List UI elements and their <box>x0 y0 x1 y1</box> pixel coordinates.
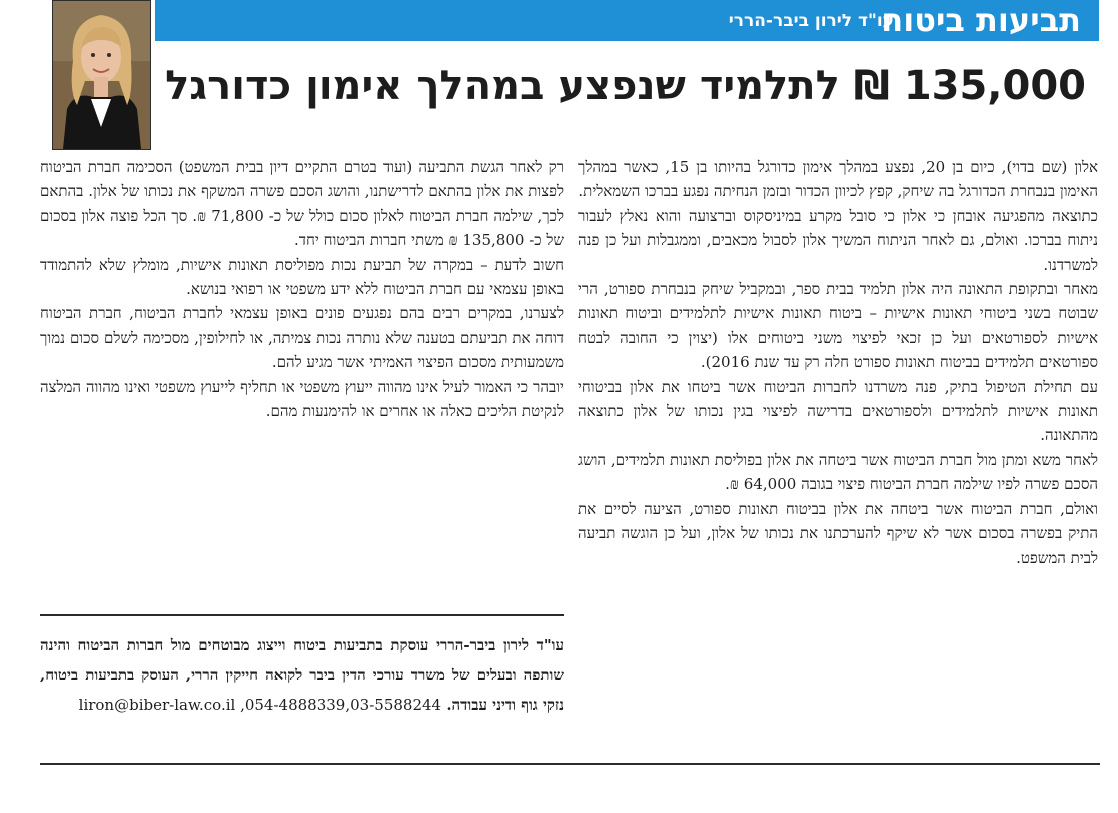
article-headline: 135,000 ₪ לתלמיד שנפצע במהלך אימון כדורגל <box>165 63 1086 109</box>
author-photo <box>52 0 151 150</box>
author-byline: עו"ד לירון ביבר-הררי <box>728 11 894 31</box>
paragraph: עם תחילת הטיפול בתיק, פנה משרדנו לחברות הביטוח אשר ביטחו את אלון בביטוחי תאונות אישיות לתלמידים ולספורטאים בדרישה לפיצוי בגין נכותו של אלון כתוצאה מהתאונה. <box>578 377 1098 445</box>
paragraph: לצערנו, במקרים רבים בהם נפגעים פונים באופן עצמאי לחברת הביטוח, חברת הביטוח דוחה את תביעתם בטענה שלא נותרה נכות צמיתה, או לחילופין, מסכימה לשלם סכום נמוך משמעותית מסכום הפיצוי האמיתי אשר מגיע להם. <box>40 304 564 372</box>
author-bio-box <box>40 630 564 720</box>
section-title: תביעות ביטוח <box>881 1 1081 39</box>
author-bio: עו"ד לירון ביבר-הררי עוסקת בתביעות ביטוח וייצוג מבוטחים מול חברות הביטוח והינה שותפה ובעלים של משרד עורכי הדין ביבר לקואה חייקין הררי, העוסק בתביעות ביטוח, נזקי גוף ודיני עבודה. <box>40 636 564 714</box>
paragraph: אלון (שם בדוי), כיום בן 20, נפצע במהלך אימון כדורגל בהיותו בן 15, כאשר במהלך האימון בנבחרת הכדורגל בה שיחק, קפץ לכיוון הכדור ובזמן הנחיתה נפגע בברכו השמאלית. <box>578 158 1098 201</box>
bottom-rule <box>40 763 1100 765</box>
paragraph: חשוב לדעת – במקרה של תביעת נכות מפוליסת תאונות אישיות, מומלץ שלא להתמודד באופן עצמאי עם חברת הביטוח ללא ידע משפטי או רפואי בנושא. <box>40 255 564 299</box>
author-portrait-image <box>53 1 150 149</box>
paragraph: רק לאחר הגשת התביעה (ועוד בטרם התקיים דיון בבית המשפט) הסכימה חברת הביטוח לפצות את אלון בהתאם לדרישתנו, והושג הסכם פשרה המשקף את נכותו של אלון. בהתאם לכך, שילמה חברת הביטוח לאלון סכום כולל של כ- 71,800 ₪. סך הכל פוצה אלון בסכום של כ- 135,800 ₪ משתי חברות הביטוח יחד. <box>40 158 564 250</box>
article-column-right <box>578 155 1098 570</box>
article-column-left <box>40 155 564 423</box>
author-contact: liron@biber-law.co.il ,054-4888339,03-5588244 <box>78 696 442 714</box>
paragraph: לאחר משא ומתן מול חברת הביטוח אשר ביטחה את אלון בפוליסת תאונות תלמידים, הושג הסכם פשרה לפיו שילמה חברת הביטוח פיצוי בגובה 64,000 ₪. <box>578 450 1098 494</box>
header-bar <box>155 0 1099 41</box>
paragraph: מאחר ובתקופת התאונה היה אלון תלמיד בבית ספר, ובמקביל שיחק בנבחרת ספורט, הרי שבוטח בשני ביטוחי תאונות אישיות – ביטוח תאונות אישיות לתלמידים וביטוח תאונות אישיות לספורטאים ועל כן זכאי לפיצוי משני ביטוחים אלו (יצוין כי החובה לבטח ספורטאים תלמידים בביטוח תאונות ספורט חלה רק עד שנת 2016). <box>578 280 1098 372</box>
paragraph: ואולם, חברת הביטוח אשר ביטחה את אלון בביטוח תאונות ספורט, הציעה לסיים את התיק בפשרה בסכום אשר לא שיקף להערכתנו את נכותו של אלון, ועל כן הוגשה תביעה לבית המשפט. <box>578 499 1098 567</box>
paragraph: כתוצאה מהפגיעה אובחן כי אלון כי סובל מקרע במיניסקוס וברצועה והוא נאלץ לעבור ניתוח בברכו. ואולם, גם לאחר הניתוח המשיך אלון לסבול מכאבים, וממגבלות ועל כן פנה למשרדנו. <box>578 206 1098 274</box>
divider <box>40 614 564 616</box>
paragraph: יובהר כי האמור לעיל אינו מהווה ייעוץ משפטי או תחליף לייעוץ משפטי ואינו מהווה המלצה לנקיטת הליכים כאלה או אחרים או להימנעות מהם. <box>40 377 564 421</box>
